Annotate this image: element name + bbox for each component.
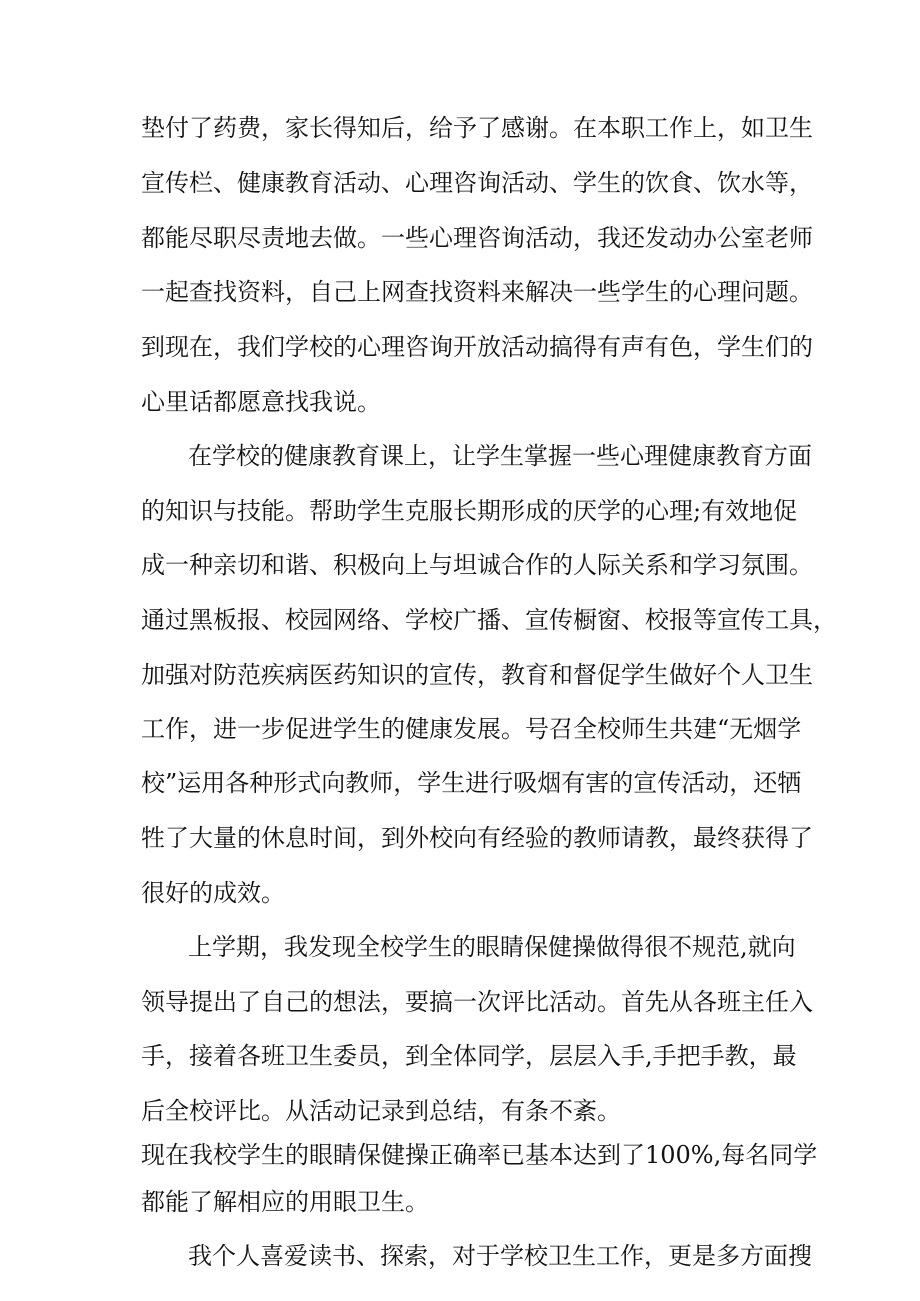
text-line: 都能了解相应的用眼卫生。	[141, 1188, 429, 1216]
text-line: 通过黑板报、校园网络、学校广播、宣传橱窗、校报等宣传工具，	[141, 606, 837, 634]
text-line: 手，接着各班卫生委员，到全体同学，层层入手,手把手教，最	[141, 1042, 797, 1070]
text-line: 到现在，我们学校的心理咨询开放活动搞得有声有色，学生们的	[141, 333, 813, 361]
text-line: 很好的成效。	[141, 879, 285, 907]
paragraph-start-line: 在学校的健康教育课上，让学生掌握一些心理健康教育方面	[188, 442, 812, 470]
text-line: 领导提出了自己的想法，要搞一次评比活动。首先从各班主任入	[141, 988, 813, 1016]
paragraph-start-line: 上学期，我发现全校学生的眼睛保健操做得很不规范,就向	[188, 933, 796, 961]
text-line: 宣传栏、健康教育活动、心理咨询活动、学生的饮食、饮水等，	[141, 169, 813, 197]
text-line: 成一种亲切和谐、积极向上与坦诚合作的人际关系和学习氛围。	[141, 551, 813, 579]
text-line: 都能尽职尽责地去做。一些心理咨询活动，我还发动办公室老师	[141, 224, 813, 252]
text-line: 心里话都愿意找我说。	[141, 388, 381, 416]
text-line: 牲了大量的休息时间，到外校向有经验的教师请教，最终获得了	[141, 824, 813, 852]
text-line: 校”运用各种形式向教师，学生进行吸烟有害的宣传活动，还牺	[141, 769, 802, 797]
text-line: 工作，进一步促进学生的健康发展。号召全校师生共建“无烟学	[141, 715, 802, 743]
text-line: 垫付了药费，家长得知后，给予了感谢。在本职工作上，如卫生	[141, 114, 813, 142]
text-line: 加强对防范疾病医药知识的宣传，教育和督促学生做好个人卫生	[141, 661, 813, 689]
text-line: 一起查找资料，自己上网查找资料来解决一些学生的心理问题。	[141, 278, 813, 306]
text-line: 的知识与技能。帮助学生克服长期形成的厌学的心理;有效地促	[141, 497, 798, 525]
paragraph-start-line: 我个人喜爱读书、探索，对于学校卫生工作，更是多方面搜	[188, 1242, 812, 1270]
text-line: 后全校评比。从活动记录到总结，有条不紊。	[141, 1097, 621, 1125]
text-line: 现在我校学生的眼睛保健操正确率已基本达到了100%,每名同学	[141, 1141, 818, 1169]
